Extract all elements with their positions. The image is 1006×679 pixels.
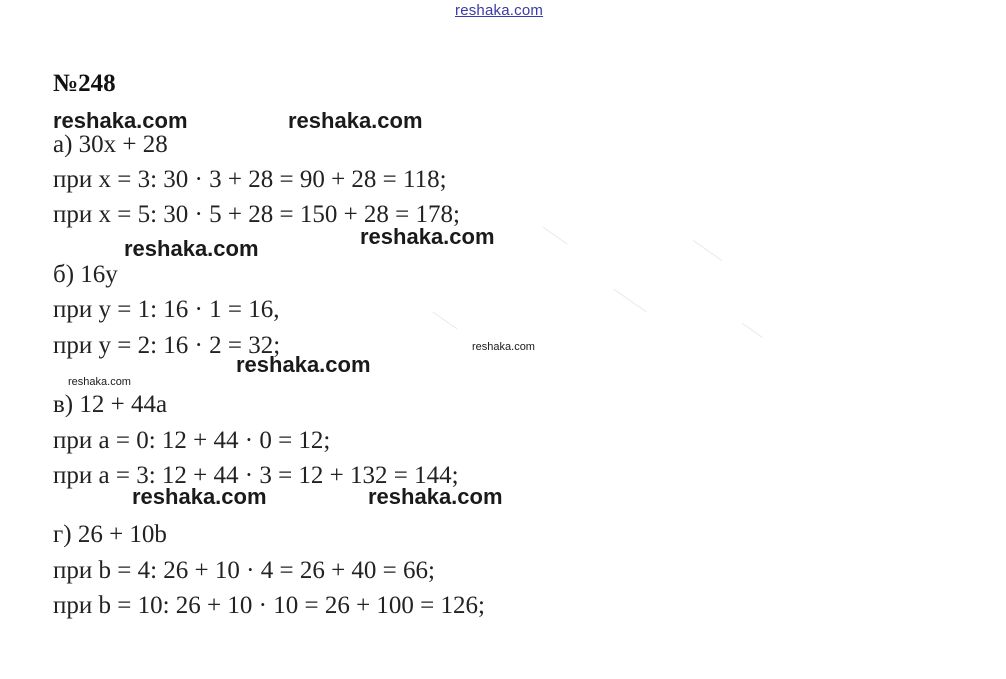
watermark-text: reshaka.com (132, 484, 267, 509)
part-c-line-1: при a = 0: 12 + 44 · 0 = 12; (53, 427, 331, 454)
watermark-text: reshaka.com (368, 484, 503, 509)
watermark-text: reshaka.com (124, 236, 259, 261)
part-d-line-1: при b = 4: 26 + 10 · 4 = 26 + 40 = 66; (53, 557, 435, 584)
scan-artifact (613, 289, 646, 313)
part-b-expression: б) 16y (53, 261, 118, 288)
scan-artifact (542, 226, 567, 244)
site-link[interactable]: reshaka.com (455, 2, 544, 19)
part-a-expression: а) 30x + 28 (53, 131, 168, 158)
watermark-text: reshaka.com (236, 352, 371, 377)
watermark-text: reshaka.com (288, 108, 423, 133)
watermark-text: reshaka.com (360, 224, 495, 249)
scan-artifact (693, 240, 722, 261)
watermark-text: reshaka.com (53, 108, 188, 133)
part-c-line-2: при a = 3: 12 + 44 · 3 = 12 + 132 = 144; (53, 462, 459, 489)
watermark-text-small: reshaka.com (472, 341, 535, 353)
part-a-line-1: при x = 3: 30 · 3 + 28 = 90 + 28 = 118; (53, 166, 447, 193)
part-b-line-1: при y = 1: 16 · 1 = 16, (53, 296, 280, 323)
part-a-line-2: при x = 5: 30 · 5 + 28 = 150 + 28 = 178; (53, 201, 460, 228)
scan-artifact (742, 323, 763, 338)
watermark-text-small: reshaka.com (68, 376, 131, 388)
part-d-line-2: при b = 10: 26 + 10 · 10 = 26 + 100 = 126; (53, 592, 485, 619)
part-c-expression: в) 12 + 44a (53, 391, 168, 418)
part-d-expression: г) 26 + 10b (53, 521, 167, 548)
scan-artifact (432, 311, 457, 329)
part-b-line-2: при y = 2: 16 · 2 = 32; (53, 332, 281, 359)
problem-number: №248 (53, 70, 116, 97)
